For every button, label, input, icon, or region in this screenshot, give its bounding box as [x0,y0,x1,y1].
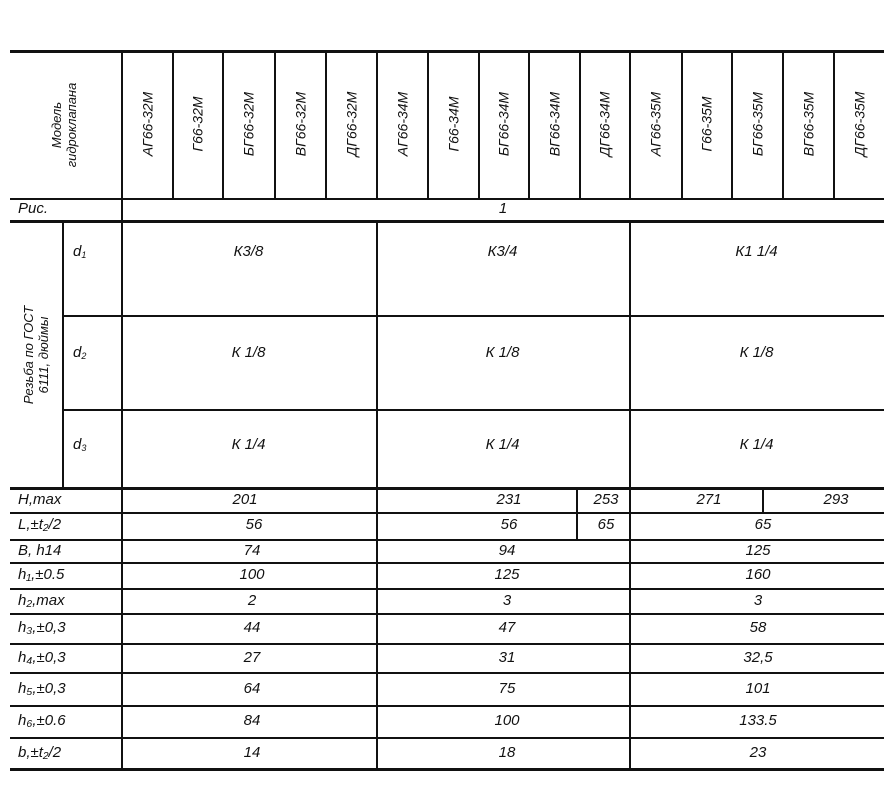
row-rule [10,737,884,739]
column-rule [376,50,378,199]
row-rule [10,613,884,615]
row-rule [62,315,884,317]
dimension-value: 47 [498,619,516,636]
dimension-value: 101 [745,680,771,697]
thread-row-label [73,244,86,263]
model-name: ДГ66-32М [343,91,359,157]
l-value: 56 [500,516,518,533]
fig-value: 1 [498,200,508,217]
thread-row-subscript: 3 [81,443,87,453]
hmax-label: H,max [18,491,62,508]
thread-row-label [73,345,86,364]
row-rule [10,50,884,53]
dimension-value: 14 [243,744,261,761]
row-rule [10,768,884,771]
row-rule [10,512,884,514]
thread-row-label [73,437,86,456]
model-header-label: Модель гидроклапана [49,82,79,168]
column-rule [427,50,429,199]
thread-value: К 1/8 [739,344,774,361]
dimension-value: 94 [498,542,516,559]
dimension-value: 125 [745,542,771,559]
dimension-label: h₃,±0,3 [18,619,66,636]
column-rule [576,487,578,539]
hmax-value: 231 [496,491,522,508]
row-rule [10,643,884,645]
model-name: ДГ66-35М [851,91,867,157]
thread-row-subscript: 2 [81,351,87,361]
dimension-value: 100 [494,712,520,729]
model-name: Г66-34М [445,96,461,152]
row-rule [10,198,884,200]
dimension-label: B, h14 [18,542,62,559]
thread-row-subscript: 1 [81,250,87,260]
l-value: 56 [245,516,263,533]
thread-value: К 1/4 [231,436,266,453]
fig-label: Рис. [18,200,49,217]
column-rule [274,50,276,199]
model-name: АГ66-34М [394,91,410,157]
dimension-value: 160 [745,566,771,583]
model-name: Г66-35М [698,96,715,152]
dimension-value: 100 [239,566,265,583]
dimension-value: 58 [749,619,767,636]
group-rule [376,220,378,769]
model-name: ВГ66-32М [292,91,308,157]
thread-value: К 1/8 [231,344,266,361]
hmax-value: 293 [823,491,849,508]
column-rule [762,487,764,513]
dimension-label: h₂,max [18,592,65,609]
column-rule [782,50,784,199]
model-name: БГ66-32М [240,91,257,157]
thread-row-name: d [73,243,82,260]
dimension-value: 64 [243,680,261,697]
column-rule [62,220,64,488]
model-name: АГ66-35М [647,91,664,157]
dimension-value: 133.5 [739,712,777,729]
l-value: 65 [597,516,615,533]
l-label: L,±t₂/2 [18,516,62,533]
thread-value: К1 1/4 [735,243,778,260]
dimension-value: 31 [498,649,516,666]
dimension-value: 74 [243,542,261,559]
model-name: Г66-32М [189,96,206,152]
column-rule [478,50,480,199]
thread-value: К3/4 [487,243,518,260]
row-rule [10,539,884,541]
row-rule [10,672,884,674]
hmax-value: 201 [232,491,258,508]
row-rule [10,562,884,564]
thread-group-label: Резьба по ГОСТ 6111, дюймы [21,305,51,405]
model-name: ДГ66-34М [596,91,613,157]
dimension-label: b,±t₂/2 [18,744,62,761]
thread-value: К 1/4 [739,436,774,453]
row-rule [10,705,884,707]
column-rule [325,50,327,199]
dimension-value: 125 [494,566,520,583]
model-name: ВГ66-35М [800,91,816,157]
hmax-value: 271 [696,491,722,508]
dimension-value: 2 [247,592,257,609]
dimension-label: h₅,±0,3 [18,680,66,697]
dimension-value: 18 [498,744,516,761]
dimension-value: 75 [498,680,516,697]
dimension-value: 27 [243,649,261,666]
dimension-value: 3 [502,592,512,609]
model-name: АГ66-32М [139,91,155,157]
dimension-value: 84 [243,712,261,729]
column-rule [833,50,835,199]
model-name: БГ66-34М [495,91,512,157]
group-rule [629,220,631,769]
thread-value: К 1/4 [485,436,520,453]
column-rule [681,50,683,199]
thread-value: К 1/8 [485,344,520,361]
model-name: ВГ66-34М [546,91,562,157]
column-rule [731,50,733,199]
dimension-value: 44 [243,619,261,636]
column-rule [579,50,581,199]
column-rule [528,50,530,199]
column-rule [121,50,123,769]
row-rule [10,588,884,590]
thread-row-name: d [73,344,82,361]
l-value: 65 [754,516,772,533]
hmax-value: 253 [593,491,619,508]
column-rule [172,50,174,199]
thread-value: К3/8 [233,243,264,260]
dimension-value: 32,5 [743,649,773,666]
column-rule [222,50,224,199]
dimension-value: 3 [753,592,763,609]
dimension-label: h₆,±0.6 [18,712,66,729]
row-rule [62,409,884,411]
thread-row-name: d [73,436,82,453]
dimension-value: 23 [749,744,767,761]
model-name: БГ66-35М [749,91,765,157]
dimension-label: h₄,±0,3 [18,649,66,666]
row-rule [10,487,884,490]
row-rule [10,220,884,223]
column-rule [629,50,631,199]
dimension-label: h₁,±0.5 [18,566,65,583]
